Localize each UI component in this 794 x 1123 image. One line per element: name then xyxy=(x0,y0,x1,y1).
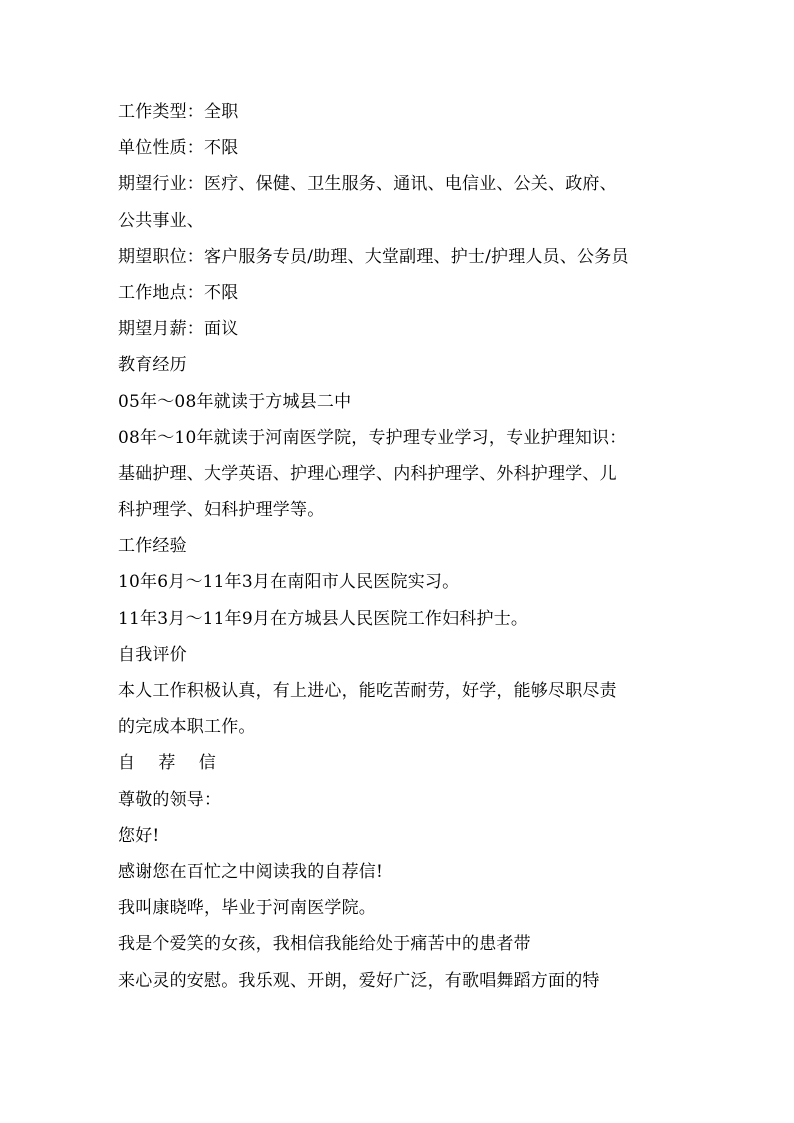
education-heading: 教育经历 xyxy=(118,355,187,376)
letter-greeting: 您好! xyxy=(118,825,160,846)
education-item-2: 08年～10年就读于河南医学院，专护理专业学习，专业护理知识： xyxy=(118,427,627,448)
desired-industry-line: 期望行业：医疗、保健、卫生服务、通讯、电信业、公关、政府、 xyxy=(118,174,617,195)
letter-paragraph-1: 感谢您在百忙之中阅读我的自荐信! xyxy=(118,861,384,882)
work-experience-item-2: 11年3月～11年9月在方城县人民医院工作妇科护士。 xyxy=(118,608,529,629)
desired-salary-line: 期望月薪：面议 xyxy=(118,319,239,340)
letter-paragraph-3-continued: 来心灵的安慰。我乐观、开朗，爱好广泛，有歌唱舞蹈方面的特 xyxy=(118,970,600,991)
self-evaluation-heading: 自我评价 xyxy=(118,644,187,665)
desired-industry-continued-line: 公共事业、 xyxy=(118,210,204,231)
employer-type-line: 单位性质：不限 xyxy=(118,138,239,159)
letter-paragraph-2: 我叫康晓哗，毕业于河南医学院。 xyxy=(118,898,376,919)
education-item-2-end: 科护理学、妇科护理学等。 xyxy=(118,500,325,521)
work-experience-item-1: 10年6月～11年3月在南阳市人民医院实习。 xyxy=(118,572,460,593)
cover-letter-title: 自 荐 信 xyxy=(118,753,225,774)
self-evaluation-text-continued: 的完成本职工作。 xyxy=(118,717,256,738)
desired-position-line: 期望职位：客户服务专员/助理、大堂副理、护士/护理人员、公务员 xyxy=(118,246,629,267)
letter-salutation: 尊敬的领导： xyxy=(118,789,222,810)
self-evaluation-text: 本人工作积极认真，有上进心，能吃苦耐劳，好学，能够尽职尽责 xyxy=(118,681,617,701)
work-location-line: 工作地点：不限 xyxy=(118,282,239,303)
education-item-1: 05年～08年就读于方城县二中 xyxy=(118,391,352,412)
document-body xyxy=(118,94,678,999)
education-item-2-continued: 基础护理、大学英语、护理心理学、内科护理学、外科护理学、儿 xyxy=(118,463,617,484)
work-experience-heading: 工作经验 xyxy=(118,536,187,557)
job-type-line: 工作类型：全职 xyxy=(118,102,239,122)
letter-paragraph-3: 我是个爱笑的女孩，我相信我能给处于痛苦中的患者带 xyxy=(118,934,531,955)
